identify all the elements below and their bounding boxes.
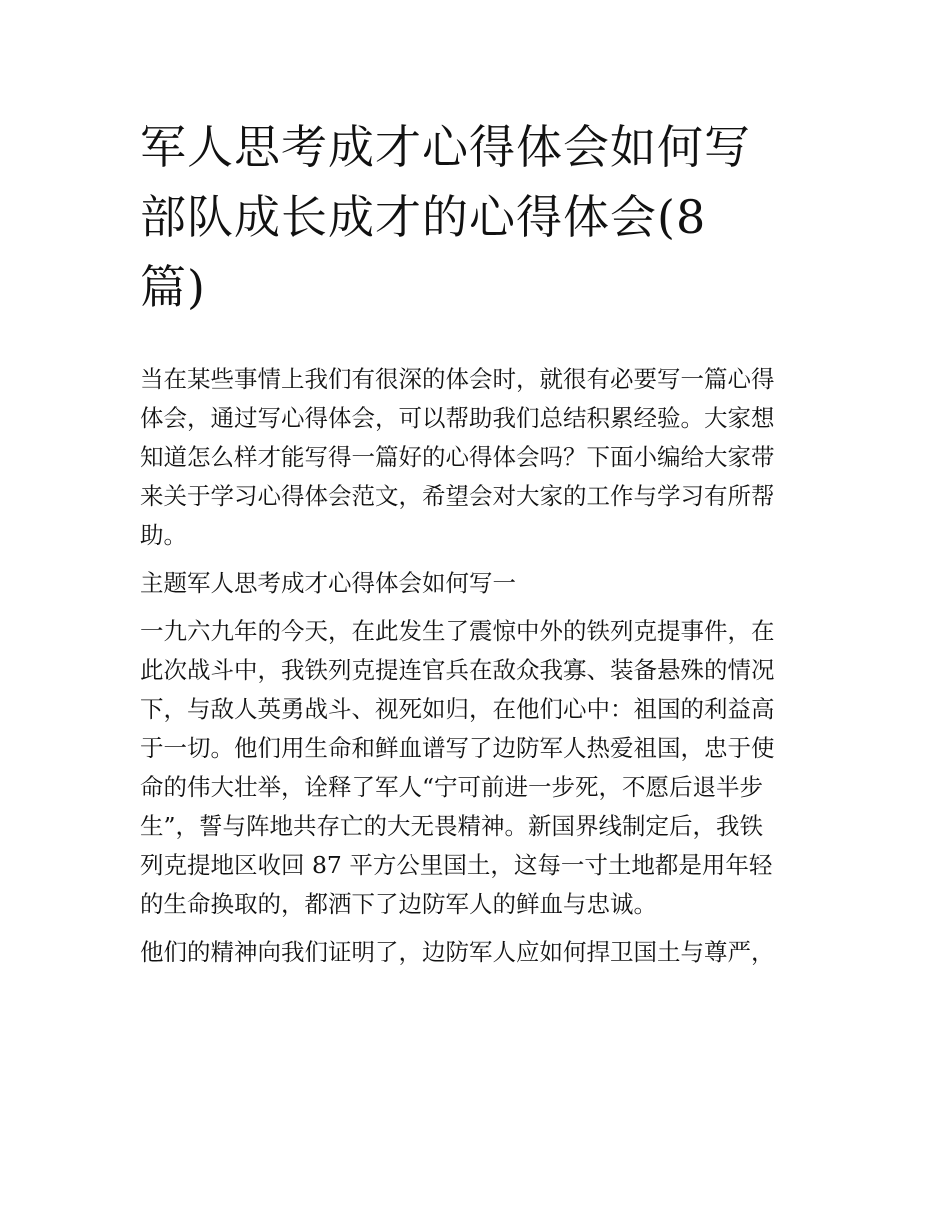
title-line: 军人思考成才心得体会如何写 — [140, 120, 751, 174]
text-line: 来关于学习心得体会范文，希望会对大家的工作与学习有所帮 — [140, 482, 775, 510]
title-line: 部队成长成才的心得体会(8 — [140, 190, 707, 244]
section-heading — [140, 564, 812, 603]
text-line: 此次战斗中，我铁列克提连官兵在敌众我寡、装备悬殊的情况 — [140, 656, 775, 684]
intro-paragraph — [140, 360, 812, 555]
title-line: 篇) — [140, 260, 206, 314]
story-paragraph — [140, 612, 812, 924]
text-line: 于一切。他们用生命和鲜血谱写了边防军人热爱祖国，忠于使 — [140, 734, 775, 762]
text-line: 命的伟大壮举，诠释了军人“宁可前进一步死，不愿后退半步 — [140, 773, 764, 801]
text-line: 的生命换取的，都洒下了边防军人的鲜血与忠诚。 — [140, 890, 657, 918]
text-line: 他们的精神向我们证明了，边防军人应如何捍卫国土与尊严， — [140, 938, 775, 966]
text-line: 当在某些事情上我们有很深的体会时，就很有必要写一篇心得 — [140, 365, 775, 393]
closing-paragraph — [140, 933, 812, 972]
text-line: 列克提地区收回 87 平方公里国土，这每一寸土地都是用年轻 — [140, 851, 773, 879]
text-line: 助。 — [140, 521, 187, 549]
text-line: 体会，通过写心得体会，可以帮助我们总结积累经验。大家想 — [140, 404, 775, 432]
text-line: 知道怎么样才能写得一篇好的心得体会吗？下面小编给大家带 — [140, 443, 775, 471]
text-line: 下，与敌人英勇战斗、视死如归，在他们心中：祖国的利益高 — [140, 695, 775, 723]
text-line: 一九六九年的今天，在此发生了震惊中外的铁列克提事件，在 — [140, 617, 775, 645]
text-line: 主题军人思考成才心得体会如何写一 — [140, 569, 516, 597]
document-title — [140, 112, 810, 322]
document-body — [140, 360, 812, 972]
text-line: 生”，誓与阵地共存亡的大无畏精神。新国界线制定后，我铁 — [140, 812, 764, 840]
